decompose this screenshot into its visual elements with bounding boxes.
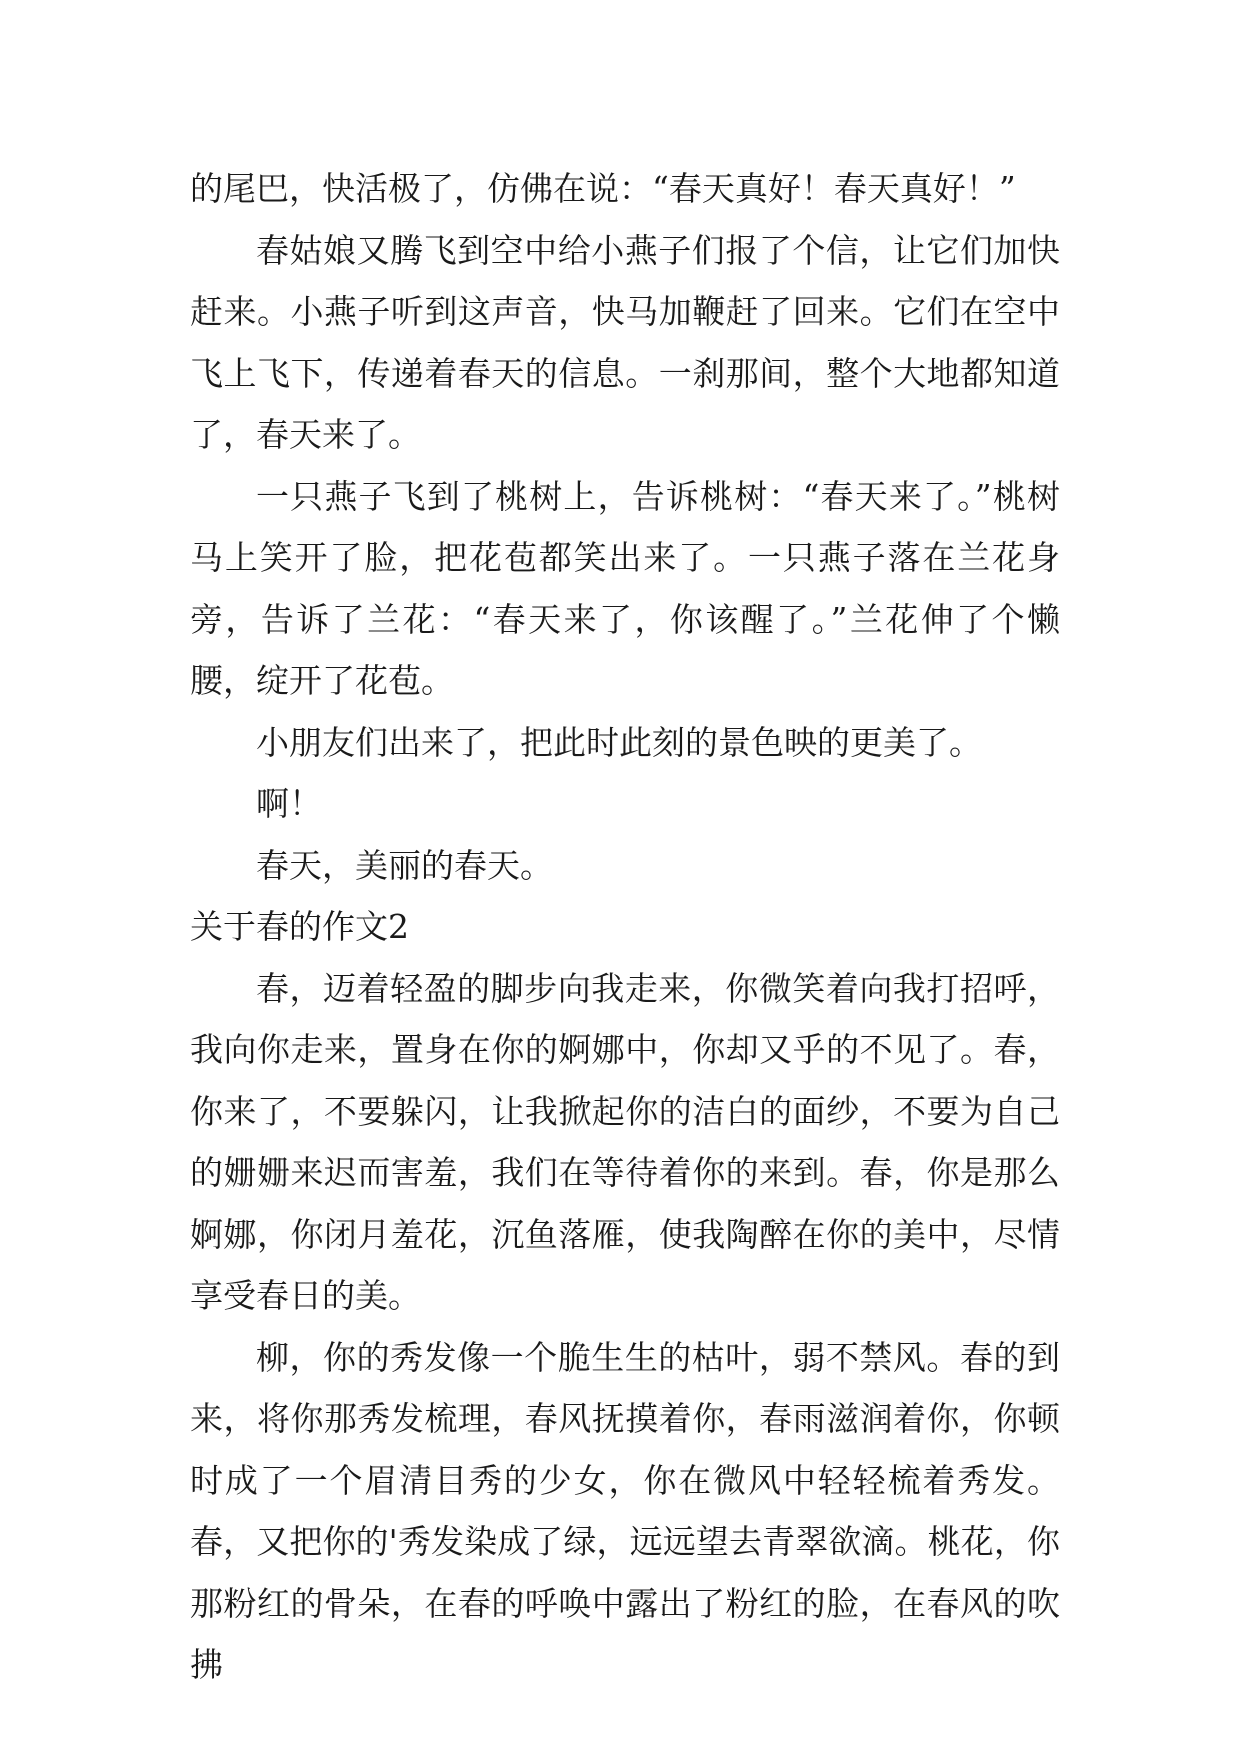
paragraph: 小朋友们出来了，把此时此刻的景色映的更美了。 bbox=[256, 722, 982, 762]
paragraph: 春，迈着轻盈的脚步向我走来，你微笑着向我打招呼，我向你走来，置身在你的婀娜中，你却又乎的不见了。春，你来了，不要躲闪，让我掀起你的洁白的面纱，不要为自己的姗姗来迟而害羞，我们在等待着你的来到。春，你是那么婀娜，你闭月羞花，沉鱼落雁，使我陶醉在你的美中，尽情享受春日的美。 bbox=[190, 968, 1060, 1315]
paragraph: 春姑娘又腾飞到空中给小燕子们报了个信，让它们加快赶来。小燕子听到这声音，快马加鞭赶了回来。它们在空中飞上飞下，传递着春天的信息。一刹那间，整个大地都知道了，春天来了。 bbox=[190, 230, 1060, 454]
paragraph: 啊！ bbox=[256, 784, 322, 823]
paragraph: 柳，你的秀发像一个脆生生的枯叶，弱不禁风。春的到来，将你那秀发梳理，春风抚摸着你，春雨滋润着你，你顿时成了一个眉清目秀的少女，你在微风中轻轻梳着秀发。春，又把你的'秀发染成了绿，远远望去青翠欲滴。桃花，你那粉红的骨朵，在春的呼唤中露出了粉红的脸，在春风的吹拂 bbox=[190, 1337, 1060, 1684]
paragraph: 一只燕子飞到了桃树上，告诉桃树：“春天来了。”桃树马上笑开了脸，把花苞都笑出来了。一只燕子落在兰花身旁，告诉了兰花：“春天来了，你该醒了。”兰花伸了个懒腰，绽开了花苞。 bbox=[190, 476, 1060, 700]
paragraph-continuation: 的尾巴，快活极了，仿佛在说：“春天真好！春天真好！” bbox=[190, 169, 1016, 208]
section-heading: 关于春的作文2 bbox=[190, 907, 409, 946]
paragraph: 春天，美丽的春天。 bbox=[256, 845, 553, 885]
document-body bbox=[190, 158, 1060, 1696]
